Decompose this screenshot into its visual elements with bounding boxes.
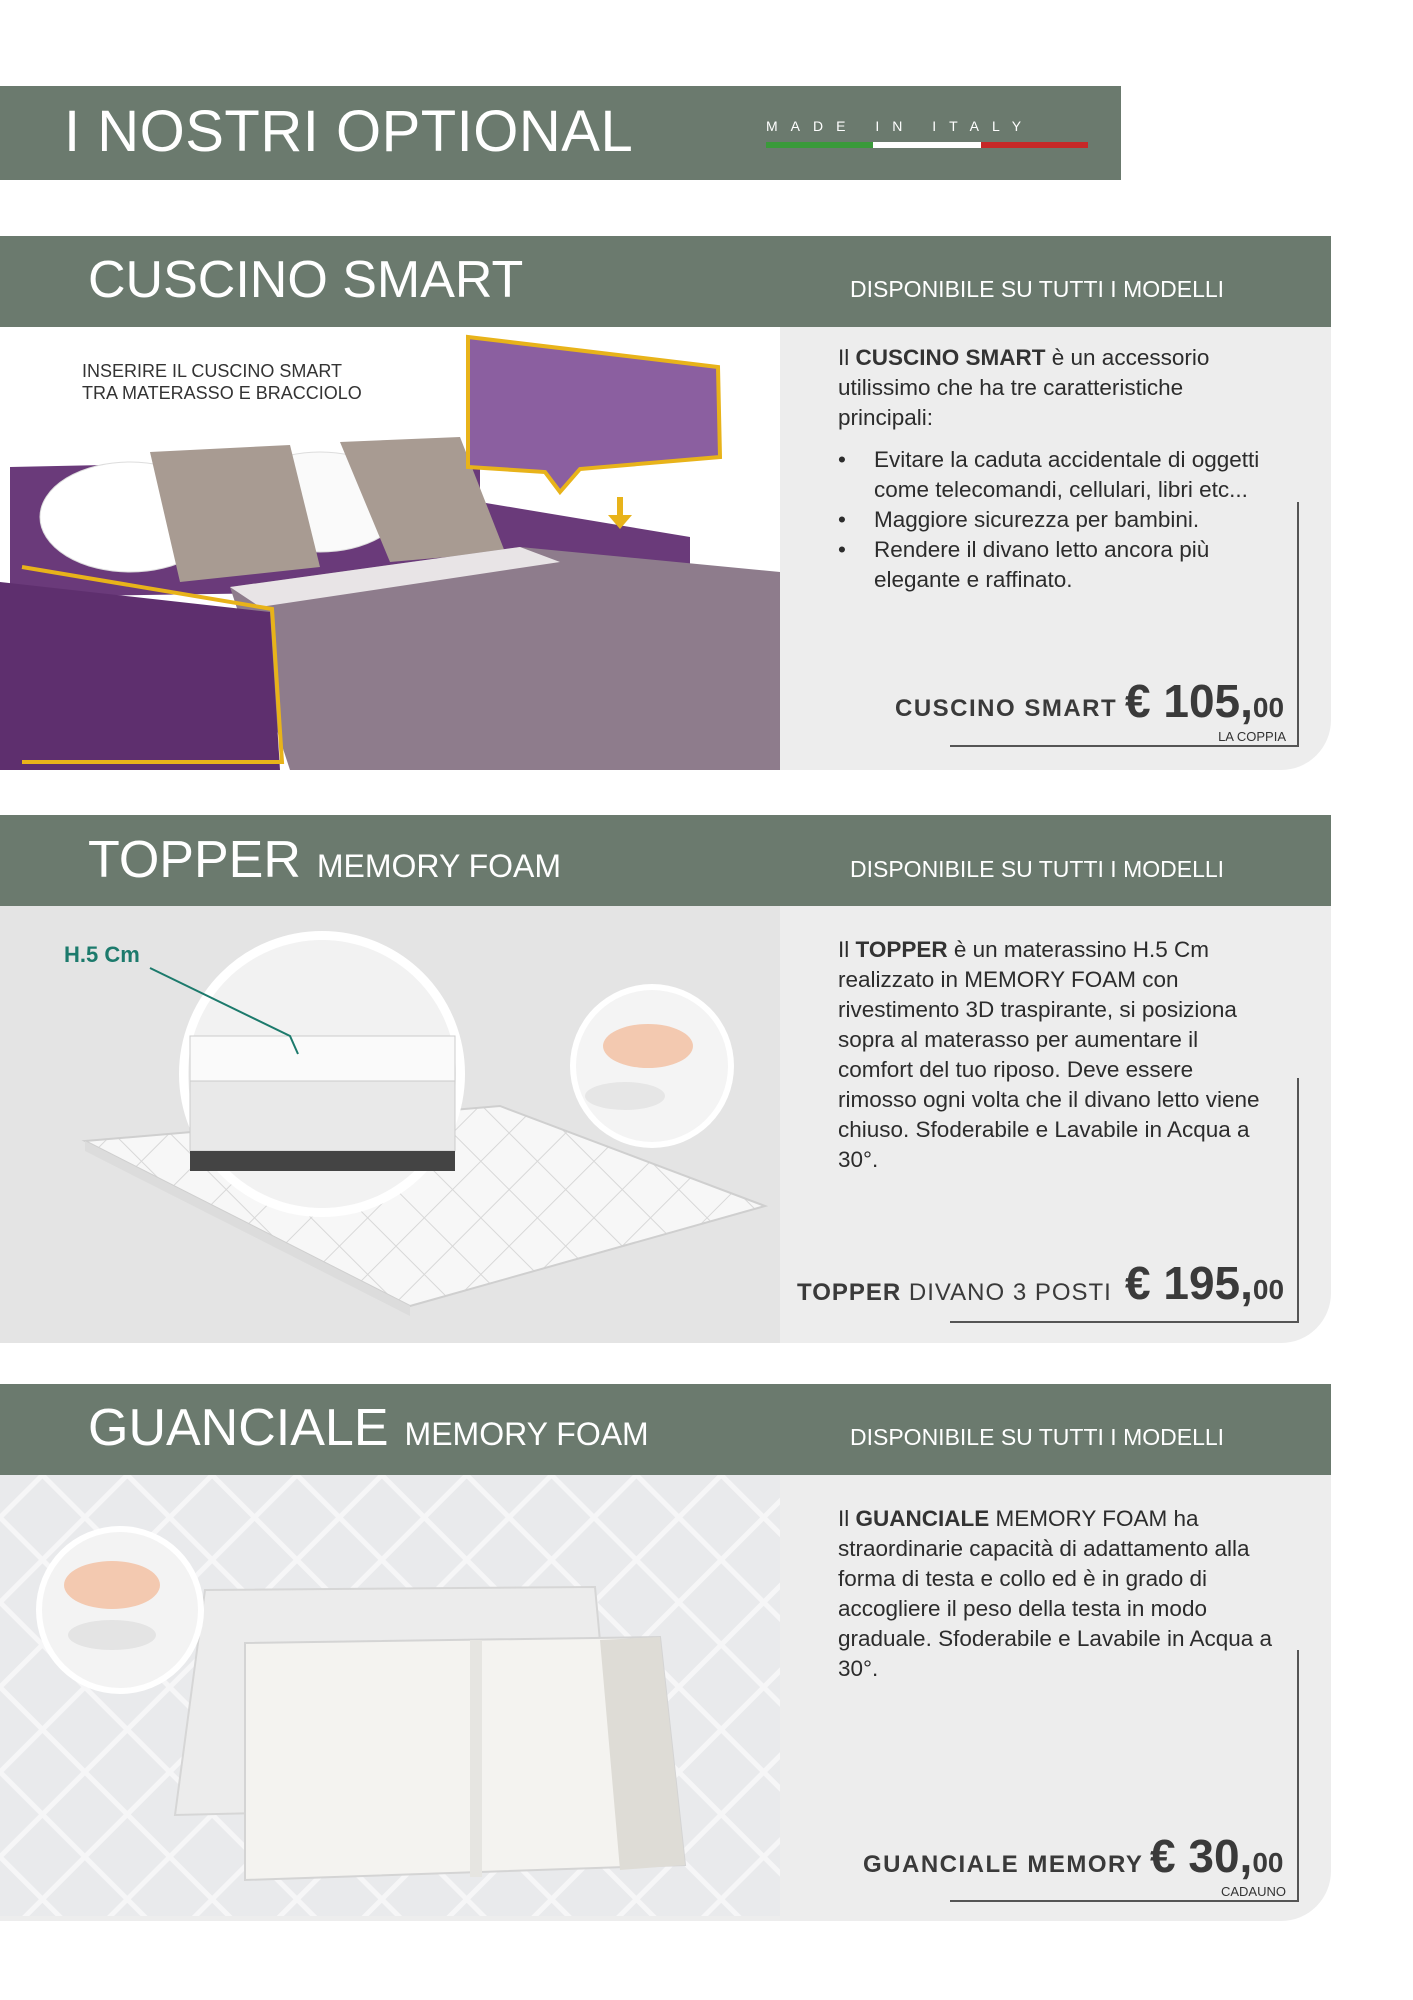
- topper-illustration: [0, 906, 780, 1343]
- topper-price-label: TOPPER DIVANO 3 POSTI: [797, 1279, 1112, 1306]
- price-frame-horizontal: [950, 745, 1299, 747]
- cuscino-price-note: LA COPPIA: [1218, 729, 1286, 744]
- guanciale-price: € 30,00: [1150, 1830, 1284, 1882]
- section-guanciale-title: GUANCIALE MEMORY FOAM: [88, 1399, 649, 1457]
- section-guanciale-availability: DISPONIBILE SU TUTTI I MODELLI: [850, 1424, 1225, 1450]
- section-topper-title: TOPPER MEMORY FOAM: [88, 831, 562, 889]
- section-topper-availability: DISPONIBILE SU TUTTI I MODELLI: [850, 856, 1225, 882]
- list-item: • Rendere il divano letto ancora più elegante e raffinato.: [838, 535, 1278, 595]
- cuscino-price-label: CUSCINO SMART: [895, 695, 1118, 722]
- italian-flag-stripe: [766, 142, 1088, 148]
- section-cuscino-availability: DISPONIBILE SU TUTTI I MODELLI: [850, 276, 1225, 302]
- page-title: I NOSTRI OPTIONAL: [64, 99, 634, 164]
- guanciale-description: Il GUANCIALE MEMORY FOAM ha straordinarie capacità di adattamento alla forma di testa e collo ed è in grado di accogliere il peso della testa in modo graduale. Sfoderabile e Lavabile in Acqua a 30°.: [838, 1506, 1273, 1681]
- made-in-italy-label: MADE IN ITALY: [766, 118, 1035, 134]
- price-frame-vertical: [1297, 1650, 1299, 1901]
- guanciale-price-label: GUANCIALE MEMORY: [863, 1851, 1144, 1878]
- cuscino-description: Il CUSCINO SMART è un accessorio utilissimo che ha tre caratteristiche principali: • Evitare la caduta accidentale di oggetti come telecomandi, cellulari, libri etc... • Maggiore sicurezza per bambini. • Rendere il divano letto ancora più elegante e raffinato.: [838, 343, 1278, 595]
- list-item: • Maggiore sicurezza per bambini.: [838, 505, 1278, 535]
- cuscino-image-caption: INSERIRE IL CUSCINO SMART TRA MATERASSO E BRACCIOLO: [82, 361, 362, 403]
- topper-photo: [0, 906, 780, 1343]
- flag-red: [981, 142, 1088, 148]
- price-frame-vertical: [1297, 502, 1299, 746]
- cuscino-price: € 105,00: [1125, 675, 1285, 727]
- price-frame-horizontal: [950, 1321, 1299, 1323]
- flag-white: [873, 142, 980, 148]
- flag-green: [766, 142, 873, 148]
- topper-description: Il TOPPER è un materassino H.5 Cm realizzato in MEMORY FOAM con rivestimento 3D traspirante, si posiziona sopra al materasso per aumentare il comfort del tuo riposo. Deve essere rimosso ogni volta che il divano letto viene chiuso. Sfoderabile e Lavabile in Acqua a 30°.: [838, 937, 1260, 1172]
- topper-height-label: H.5 Cm: [64, 942, 140, 967]
- cuscino-features-list: [838, 445, 1278, 595]
- price-frame-vertical: [1297, 1078, 1299, 1322]
- section-cuscino-title: CUSCINO SMART: [88, 251, 524, 309]
- guanciale-price-note: CADAUNO: [1220, 1884, 1286, 1899]
- pillow-illustration: [0, 1475, 780, 1916]
- guanciale-photo: [0, 1475, 780, 1916]
- list-item: • Evitare la caduta accidentale di oggetti come telecomandi, cellulari, libri etc...: [838, 445, 1278, 505]
- topper-price: € 195,00: [1125, 1257, 1285, 1309]
- price-frame-horizontal: [950, 1900, 1299, 1902]
